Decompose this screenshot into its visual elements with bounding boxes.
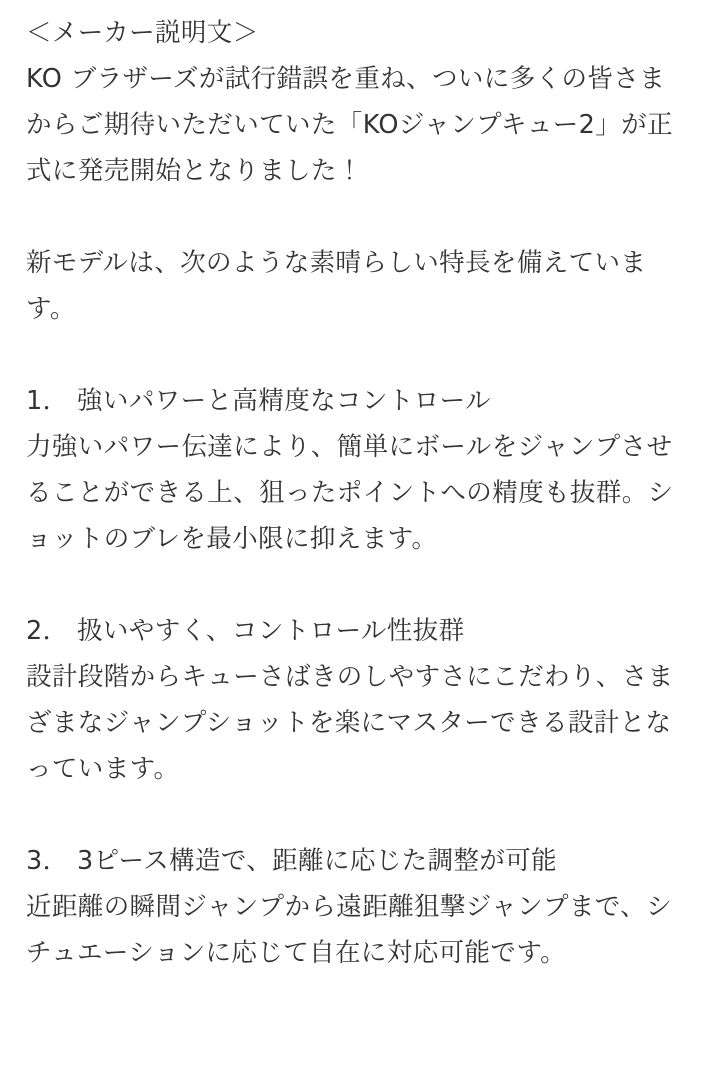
- document-body: [26, 10, 682, 976]
- feature-2-heading: 2． 扱いやすく、コントロール性抜群: [26, 616, 465, 646]
- paragraph-spacer: [26, 332, 682, 378]
- intro-paragraph: KO ブラザーズが試行錯誤を重ね、ついに多くの皆さまからご期待いただいていた「KOジャンプキュー2」が正式に発売開始となりました！: [26, 64, 673, 186]
- feature-2-body: 設計段階からキューさばきのしやすさにこだわり、さまざまなジャンプショットを楽にマスターできる設計となっています。: [26, 662, 674, 784]
- feature-1-heading: 1． 強いパワーと高精度なコントロール: [26, 386, 491, 416]
- feature-3-body: 近距離の瞬間ジャンプから遠距離狙撃ジャンプまで、シチュエーションに応じて自在に対応可能です。: [26, 892, 672, 968]
- new-model-paragraph: 新モデルは、次のような素晴らしい特長を備えています。: [26, 248, 647, 324]
- feature-3-heading: 3． 3ピース構造で、距離に応じた調整が可能: [26, 846, 558, 876]
- feature-1-body: 力強いパワー伝達により、簡単にボールをジャンプさせることができる上、狙ったポイントへの精度も抜群。ショットのブレを最小限に抑えます。: [26, 432, 674, 554]
- paragraph-spacer: [26, 194, 682, 240]
- paragraph-spacer: [26, 792, 682, 838]
- maker-description-heading: ＜メーカー説明文＞: [26, 18, 259, 48]
- paragraph-spacer: [26, 562, 682, 608]
